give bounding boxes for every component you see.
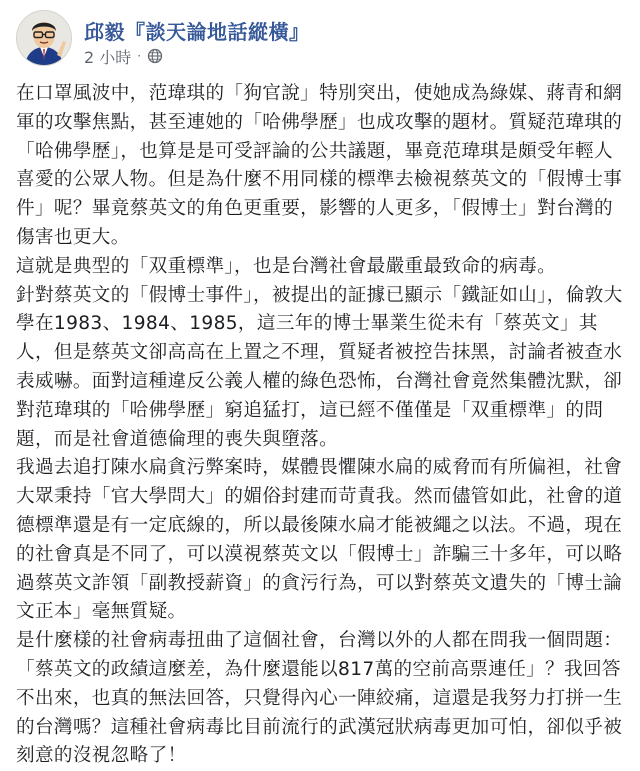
post-paragraph: 這就是典型的「双重標準」，也是台灣社會最嚴重最致命的病毒。 <box>16 255 557 277</box>
post-header <box>16 10 616 70</box>
post-paragraph: 是什麼樣的社會病毒扭曲了這個社會，台灣以外的人都在問我一個問題：「蔡英文的政績這麼差，為什麼還能以817萬的空前高票連任」？我回答不出來，也真的無法回答，只覺得內心一陣絞痛，這還是我努力打拼一生的台灣嗎？這種社會病毒比目前流行的武漢冠狀病毒更加可怕，卻似乎被刻意的沒視忽略了！ <box>16 630 623 767</box>
author-name[interactable]: 邱毅『談天論地話縱橫』 <box>84 20 310 44</box>
post-body <box>16 80 628 771</box>
globe-icon[interactable] <box>147 48 163 64</box>
author-avatar[interactable] <box>16 10 72 66</box>
post-meta <box>84 46 163 66</box>
avatar-portrait <box>17 11 71 65</box>
post-paragraph: 我過去追打陳水扁貪污弊案時，媒體畏懼陳水扁的威脅而有所偏袒，社會大眾秉持「官大學問大」的媚俗封建而苛責我。然而儘管如此，社會的道德標準還是有一定底線的，所以最後陳水扁才能被繩之以法。不過，現在的社會真是不同了，可以漠視蔡英文以「假博士」詐騙三十多年，可以略過蔡英文詐領「副教授薪資」的貪污行為，可以對蔡英文遺失的「博士論文正本」毫無質疑。 <box>16 457 623 623</box>
post-timestamp[interactable]: 2 小時 <box>84 47 132 67</box>
post-paragraph: 針對蔡英文的「假博士事件」，被提出的証據已顯示「鐵証如山」，倫敦大學在1983、1984、1985，這三年的博士畢業生從未有「蔡英文」其人，但是蔡英文卻高高在上置之不理，質疑者被控告抹黑，討論者被查水表威嚇。面對這種違反公義人權的綠色恐怖，台灣社會竟然集體沈默，卻對范瑋琪的「哈佛學歷」窮追猛打，這已經不僅僅是「双重標準」的問題，而是社會道德倫理的喪失與墮落。 <box>16 284 623 450</box>
meta-separator: · <box>137 49 142 63</box>
post-paragraph: 在口罩風波中，范瑋琪的「狗官說」特別突出，使她成為綠媒、蔣青和網軍的攻擊焦點，甚至連她的「哈佛學歷」也成攻擊的題材。質疑范瑋琪的「哈佛學歷」，也算是是可受評論的公共議題，畢竟范瑋琪是頗受年輕人喜愛的公眾人物。但是為什麼不用同樣的標準去檢視蔡英文的「假博士事件」呢？畢竟蔡英文的角色更重要，影響的人更多，「假博士」對台灣的傷害也更大。 <box>16 83 623 248</box>
